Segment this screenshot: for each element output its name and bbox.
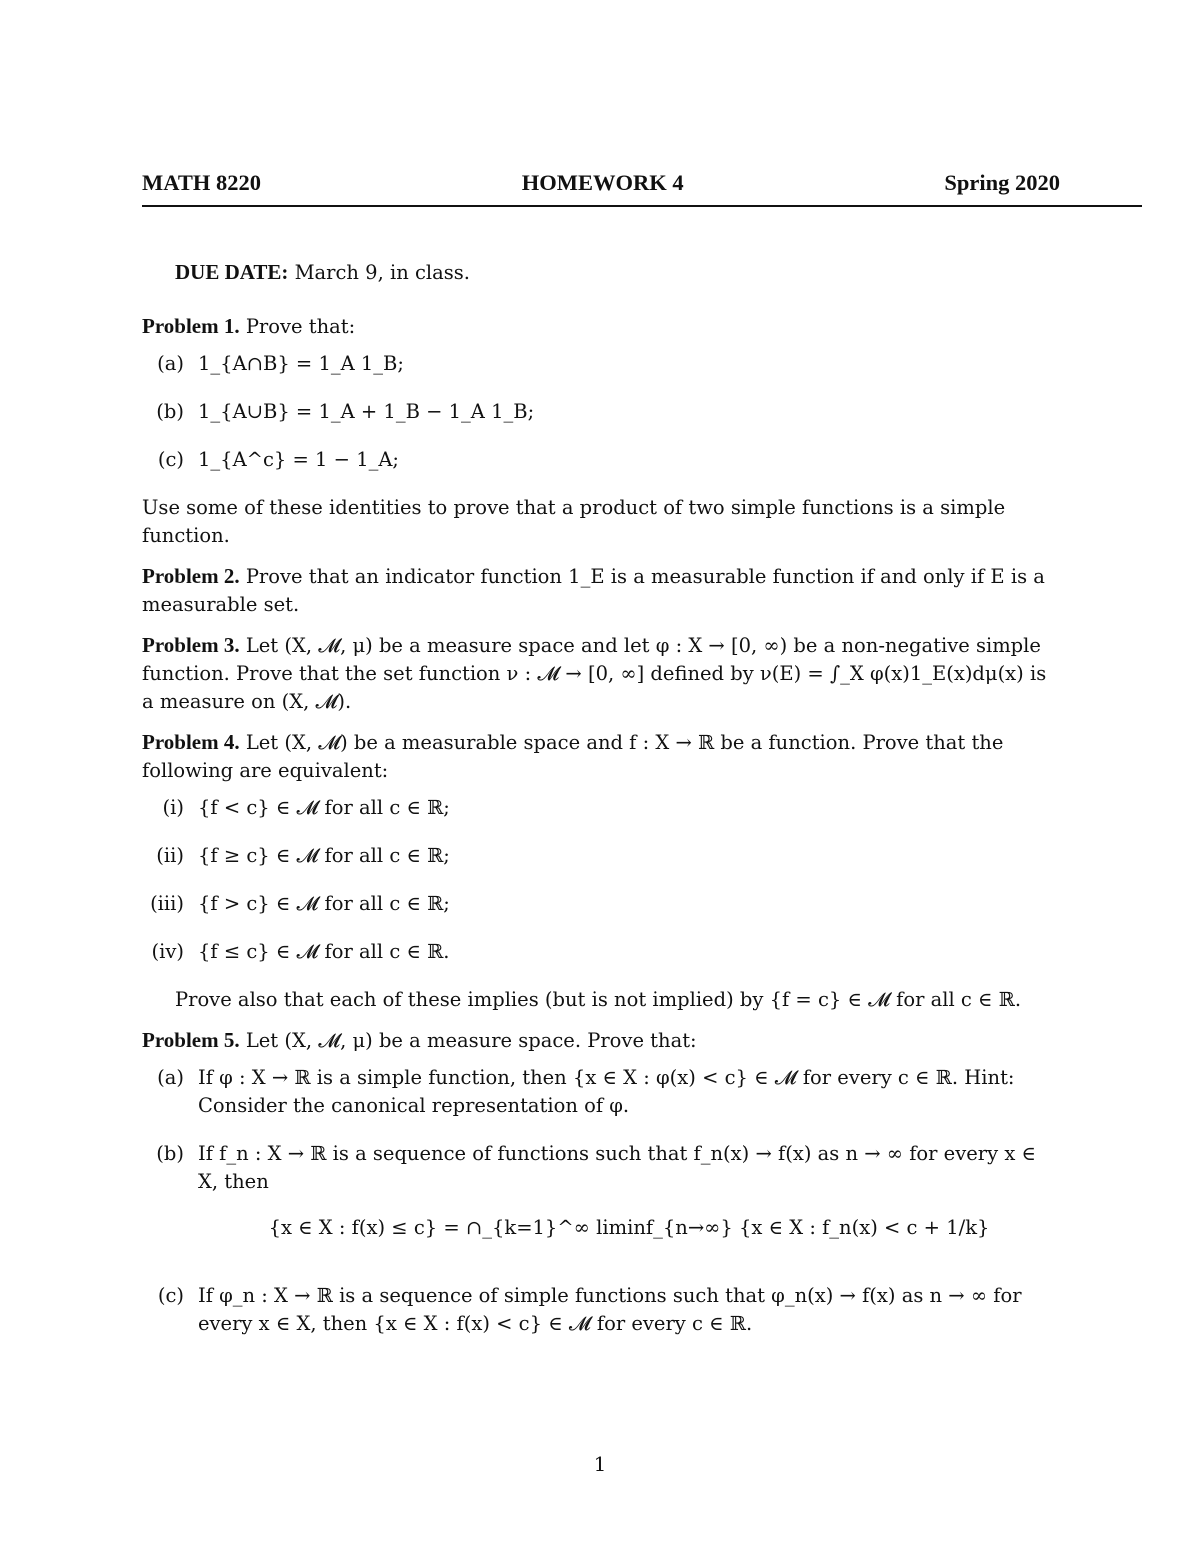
problem-1-list <box>142 350 1060 474</box>
document-body <box>142 258 1060 1358</box>
item-label: (c) <box>157 1284 184 1307</box>
item-label: (i) <box>162 796 184 819</box>
item-text: 1_{A∪B} = 1_A + 1_B − 1_A 1_B; <box>198 400 535 423</box>
item-text: If φ : X → ℝ is a simple function, then {x ∈ X : φ(x) < c} ∈ 𝓜 for every c ∈ ℝ. Hint: Consider the canonical representation of φ. <box>198 1066 1015 1117</box>
item-text: {f > c} ∈ 𝓜 for all c ∈ ℝ; <box>198 892 450 915</box>
display-equation: {x ∈ X : f(x) ≤ c} = ∩_{k=1}^∞ liminf_{n→∞} {x ∈ X : f_n(x) < c + 1/k} <box>268 1216 990 1239</box>
list-item <box>142 1064 1060 1120</box>
problem-5-heading <box>142 1026 1060 1055</box>
list-item <box>142 398 1060 426</box>
item-text: 1_{A∩B} = 1_A 1_B; <box>198 352 404 375</box>
due-date <box>175 258 1060 287</box>
list-item <box>142 1140 1060 1262</box>
list-item <box>142 794 1060 822</box>
item-label: (a) <box>157 352 184 375</box>
problem-4-list <box>142 794 1060 966</box>
item-label: (c) <box>157 448 184 471</box>
list-item <box>142 350 1060 378</box>
problem-1-heading <box>142 312 1060 341</box>
problem-5-list <box>142 1064 1060 1338</box>
problem-3-title: Problem 3. <box>142 633 240 657</box>
problem-4-title: Problem 4. <box>142 730 240 754</box>
semester: Spring 2020 <box>944 170 1060 195</box>
item-text: {f < c} ∈ 𝓜 for all c ∈ ℝ; <box>198 796 450 819</box>
list-item <box>142 842 1060 870</box>
item-text: {f ≥ c} ∈ 𝓜 for all c ∈ ℝ; <box>198 844 450 867</box>
course-number: MATH 8220 <box>142 170 261 195</box>
problem-1-title: Problem 1. <box>142 314 240 338</box>
item-text <box>198 1140 1060 1262</box>
item-label: (iv) <box>151 940 184 963</box>
item-label: (b) <box>156 400 184 423</box>
assignment-title: HOMEWORK 4 <box>521 170 684 195</box>
item-label: (iii) <box>150 892 184 915</box>
problem-5-intro: Let (X, 𝓜, μ) be a measure space. Prove that: <box>245 1029 697 1052</box>
problem-3-text: Let (X, 𝓜, μ) be a measure space and let φ : X → [0, ∞) be a non-negative simple function. Prove that the set function ν : 𝓜 → [0, ∞] defined by ν(E) = ∫_X φ(x)1_E(x)dμ(x) is a measure on (X, 𝓜). <box>142 634 1047 713</box>
problem-4-followup: Prove also that each of these implies (but is not implied) by {f = c} ∈ 𝓜 for all c ∈ ℝ. <box>175 988 1022 1011</box>
problem-1-intro: Prove that: <box>245 315 356 338</box>
problem-2 <box>142 562 1060 619</box>
item-label: (a) <box>157 1066 184 1089</box>
page-header <box>142 170 1060 196</box>
problem-5-title: Problem 5. <box>142 1028 240 1052</box>
item-text: 1_{A^c} = 1 − 1_A; <box>198 448 399 471</box>
problem-2-title: Problem 2. <box>142 564 240 588</box>
item-text: If φ_n : X → ℝ is a sequence of simple functions such that φ_n(x) → f(x) as n → ∞ for every x ∈ X, then {x ∈ X : f(x) < c} ∈ 𝓜 for every c ∈ ℝ. <box>198 1284 1022 1335</box>
item-label: (ii) <box>156 844 184 867</box>
problem-1-followup: Use some of these identities to prove that a product of two simple functions is a simple function. <box>142 496 1006 547</box>
problem-4-intro: Let (X, 𝓜) be a measurable space and f : X → ℝ be a function. Prove that the following are equivalent: <box>142 731 1004 782</box>
item-text-lead: If f_n : X → ℝ is a sequence of functions such that f_n(x) → f(x) as n → ∞ for every x ∈ X, then <box>198 1142 1036 1193</box>
problem-2-text: Prove that an indicator function 1_E is a measurable function if and only if E is a measurable set. <box>142 565 1045 616</box>
due-date-label: DUE DATE: <box>175 260 289 284</box>
list-item <box>142 890 1060 918</box>
header-rule <box>142 205 1142 207</box>
due-date-text: March 9, in class. <box>294 261 470 284</box>
item-text: {f ≤ c} ∈ 𝓜 for all c ∈ ℝ. <box>198 940 450 963</box>
item-label: (b) <box>156 1142 184 1165</box>
problem-4-heading <box>142 728 1060 785</box>
page-number: 1 <box>593 1452 607 1476</box>
list-item <box>142 938 1060 966</box>
problem-3 <box>142 631 1060 716</box>
list-item <box>142 446 1060 474</box>
list-item <box>142 1282 1060 1338</box>
